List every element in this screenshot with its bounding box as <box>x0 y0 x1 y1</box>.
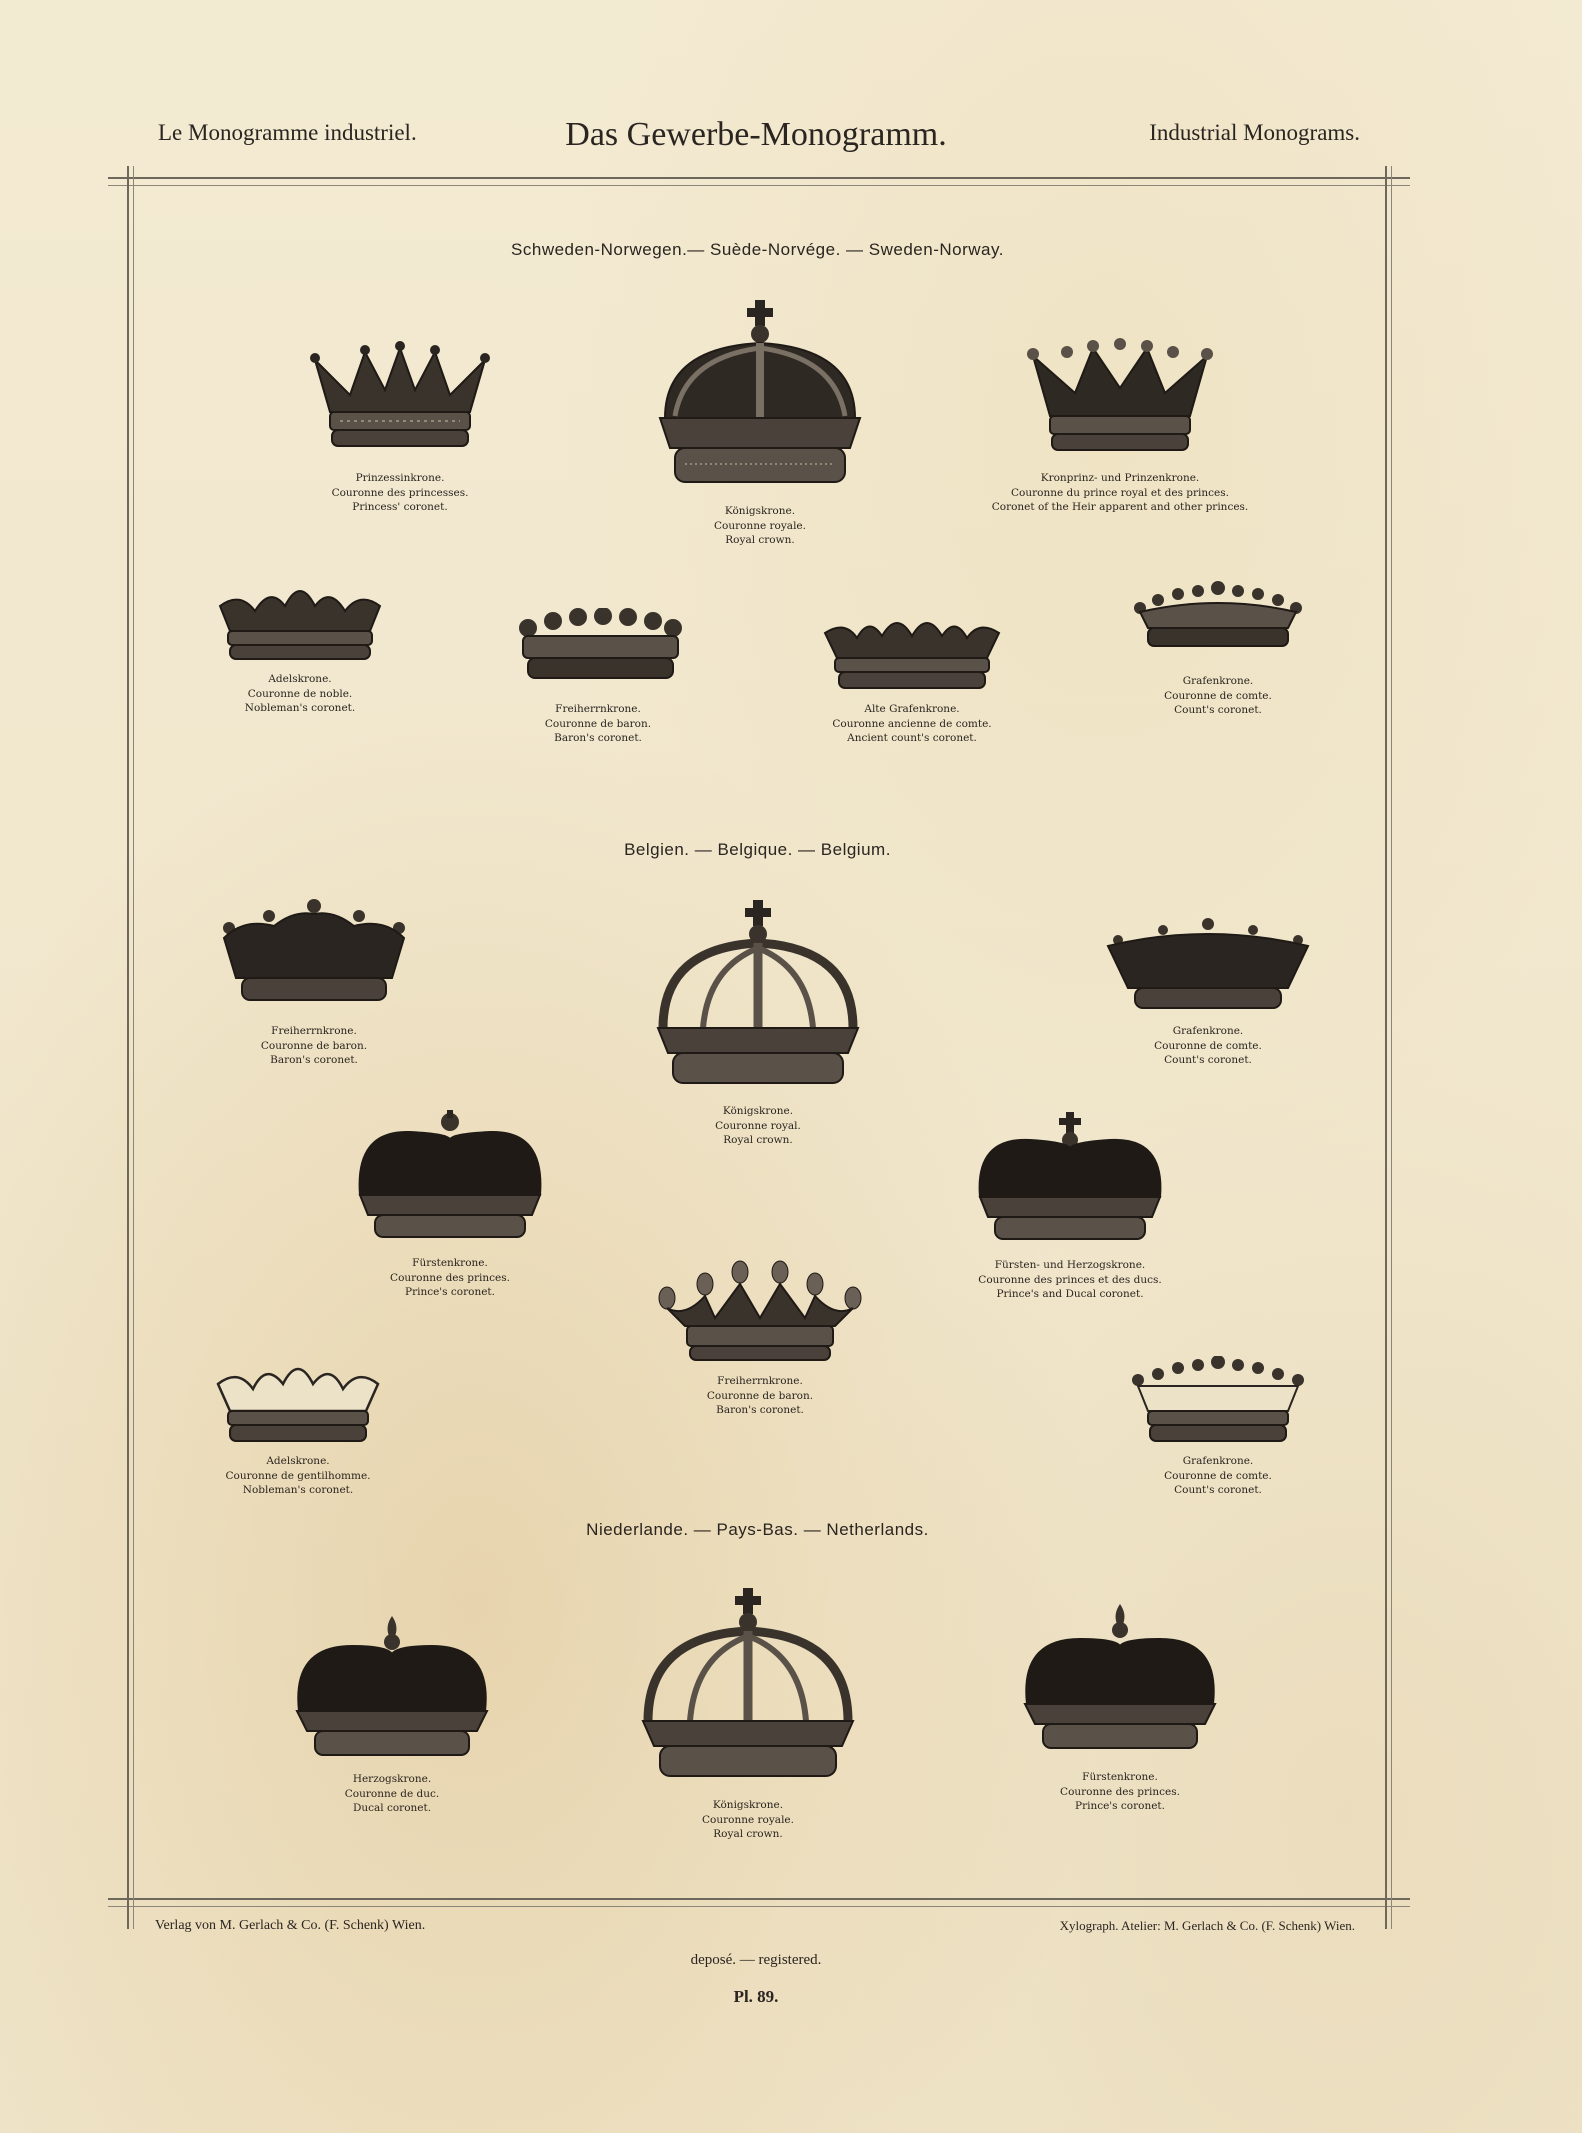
caption-fr: Couronne des princes. <box>390 1271 510 1284</box>
caption-en: Prince's coronet. <box>405 1286 495 1298</box>
crown-item-sw-count <box>1058 580 1378 718</box>
baron-coronet-icon <box>214 898 414 1018</box>
ancient-count-coronet-icon <box>817 608 1007 696</box>
caption-en: Count's coronet. <box>1174 704 1262 716</box>
section-title-netherlands: Niederlande. — Pays-Bas. — Netherlands. <box>586 1520 929 1539</box>
caption-de: Prinzessinkrone. <box>355 472 445 484</box>
crown-item-be-prince <box>290 1110 610 1300</box>
caption <box>232 1772 552 1816</box>
caption-fr: Couronne de baron. <box>260 1039 368 1052</box>
caption-en: Prince's and Ducal coronet. <box>996 1288 1144 1300</box>
crown-item-nl-duke <box>232 1616 552 1816</box>
section-title-sweden-norway: Schweden-Norwegen.— Suède-Norvége. — Sweden-Norway. <box>511 240 1004 259</box>
crown-item-be-ducal <box>910 1112 1230 1302</box>
caption-en: Baron's coronet. <box>554 732 642 744</box>
royal-crown-icon <box>645 298 875 498</box>
caption-de: Herzogskrone. <box>352 1773 432 1785</box>
header-main-title: Das Gewerbe-Monogramm. <box>565 116 947 153</box>
frame-bottom-rule <box>108 1898 1410 1907</box>
caption-de: Königskrone. <box>712 1799 784 1811</box>
caption <box>154 1024 474 1068</box>
caption-en: Prince's coronet. <box>1075 1800 1165 1812</box>
frame-right-rule <box>1385 166 1392 1929</box>
royal-crown-icon <box>643 898 873 1098</box>
ducal-coronet-icon <box>287 1616 497 1766</box>
header-english-title: Industrial Monograms. <box>1149 120 1360 145</box>
caption-en: Baron's coronet. <box>716 1404 804 1416</box>
baron-pearl-coronet-icon <box>655 1256 865 1368</box>
caption-en: Princess' coronet. <box>352 501 448 513</box>
crown-item-nl-royal <box>588 1586 908 1842</box>
caption-de: Grafenkrone. <box>1182 675 1254 687</box>
caption-en: Count's coronet. <box>1164 1054 1252 1066</box>
baron-coronet-icon <box>508 608 688 696</box>
caption-en: Nobleman's coronet. <box>244 702 356 714</box>
caption-de: Königskrone. <box>722 1105 794 1117</box>
caption-fr: Couronne royal. <box>715 1119 801 1132</box>
caption-en: Count's coronet. <box>1174 1484 1262 1496</box>
caption-fr: Couronne de comte. <box>1154 1039 1262 1052</box>
caption <box>588 1798 908 1842</box>
frame-left-rule <box>127 166 134 1929</box>
caption-en: Ancient count's coronet. <box>847 732 977 744</box>
caption <box>910 1258 1230 1302</box>
caption <box>140 672 460 716</box>
caption-fr: Couronne de gentilhomme. <box>225 1469 371 1482</box>
caption <box>598 1104 918 1148</box>
crown-item-be-count <box>1048 918 1368 1068</box>
caption <box>960 1770 1280 1814</box>
caption-de: Grafenkrone. <box>1182 1455 1254 1467</box>
crown-prince-coronet-icon <box>1025 338 1215 465</box>
caption-fr: Couronne des princes. <box>1060 1785 1180 1798</box>
crown-item-sw-baron <box>438 608 758 746</box>
prince-coronet-icon <box>1015 1604 1225 1764</box>
crown-item-sw-noble <box>140 576 460 716</box>
crown-item-nl-prince <box>960 1604 1280 1814</box>
royal-crown-icon <box>630 1586 866 1792</box>
caption-de: Fürstenkrone. <box>1082 1771 1158 1783</box>
crown-item-be-baron2 <box>600 1256 920 1418</box>
caption-de: Fürsten- und Herzogskrone. <box>994 1259 1146 1271</box>
caption-de: Freiherrnkrone. <box>271 1025 357 1037</box>
caption <box>138 1454 458 1498</box>
caption-de: Grafenkrone. <box>1172 1025 1244 1037</box>
caption-fr: Couronne de duc. <box>344 1787 440 1800</box>
prince-coronet-icon <box>350 1110 550 1250</box>
caption-de: Kronprinz- und Prinzenkrone. <box>1040 472 1200 484</box>
caption-fr: Couronne de noble. <box>247 687 353 700</box>
crown-item-sw-oldcount <box>752 608 1072 746</box>
noble-coronet-icon <box>210 576 390 666</box>
count-coronet-icon <box>1103 918 1313 1018</box>
crown-item-be-baron <box>154 898 474 1068</box>
caption <box>1058 674 1378 718</box>
caption-de: Fürstenkrone. <box>412 1257 488 1269</box>
caption <box>240 471 560 515</box>
caption <box>290 1256 610 1300</box>
caption-fr: Couronne des princesses. <box>331 486 469 499</box>
caption-fr: Couronne des princes et des ducs. <box>978 1273 1162 1286</box>
caption-fr: Couronne du prince royal et des princes. <box>1011 486 1229 499</box>
caption-en: Royal crown. <box>723 1134 793 1146</box>
frame-top-rule <box>108 177 1410 186</box>
caption-en: Coronet of the Heir apparent and other princes. <box>991 501 1249 513</box>
caption-en: Ducal coronet. <box>352 1802 432 1814</box>
caption-de: Adelskrone. <box>268 673 332 685</box>
publisher-credit: Verlag von M. Gerlach & Co. (F. Schenk) Wien. <box>155 1918 426 1933</box>
caption-fr: Couronne royale. <box>702 1813 794 1826</box>
caption-fr: Couronne ancienne de comte. <box>832 717 992 730</box>
caption-en: Nobleman's coronet. <box>242 1484 354 1496</box>
crown-item-sw-royal <box>600 298 920 548</box>
caption-en: Baron's coronet. <box>270 1054 358 1066</box>
noble-coronet-icon <box>208 1356 388 1448</box>
crown-item-sw-crownprince <box>960 338 1280 515</box>
engraver-credit: Xylograph. Atelier: M. Gerlach & Co. (F. Schenk) Wien. <box>1059 1918 1355 1933</box>
caption-de: Freiherrnkrone. <box>555 703 641 715</box>
caption <box>1058 1454 1378 1498</box>
prince-ducal-coronet-icon <box>970 1112 1170 1252</box>
header-french-title: Le Monogramme industriel. <box>158 120 417 145</box>
caption-fr: Couronne de comte. <box>1164 689 1272 702</box>
caption <box>1048 1024 1368 1068</box>
caption <box>600 1374 920 1418</box>
crown-item-sw-princess <box>240 340 560 515</box>
caption-en: Royal crown. <box>725 534 795 546</box>
count-coronet-icon <box>1128 580 1308 668</box>
caption-fr: Couronne de baron. <box>706 1389 814 1402</box>
caption <box>600 504 920 548</box>
count-coronet-icon <box>1128 1356 1308 1448</box>
caption-fr: Couronne de baron. <box>544 717 652 730</box>
crown-item-be-royal <box>598 898 918 1148</box>
crown-item-be-noble <box>138 1356 458 1498</box>
caption <box>752 702 1072 746</box>
caption-fr: Couronne royale. <box>714 519 806 532</box>
plate-number: Pl. 89. <box>733 1987 779 2006</box>
caption-de: Königskrone. <box>724 505 796 517</box>
caption <box>438 702 758 746</box>
caption-en: Royal crown. <box>713 1828 783 1840</box>
section-title-belgium: Belgien. — Belgique. — Belgium. <box>624 840 891 859</box>
caption-de: Adelskrone. <box>266 1455 330 1467</box>
caption <box>960 471 1280 515</box>
registration-note: deposé. — registered. <box>690 1952 822 1968</box>
crown-item-be-count2 <box>1058 1356 1378 1498</box>
princess-coronet-icon <box>305 340 495 465</box>
caption-de: Alte Grafenkrone. <box>864 703 960 715</box>
caption-de: Freiherrnkrone. <box>717 1375 803 1387</box>
caption-fr: Couronne de comte. <box>1164 1469 1272 1482</box>
